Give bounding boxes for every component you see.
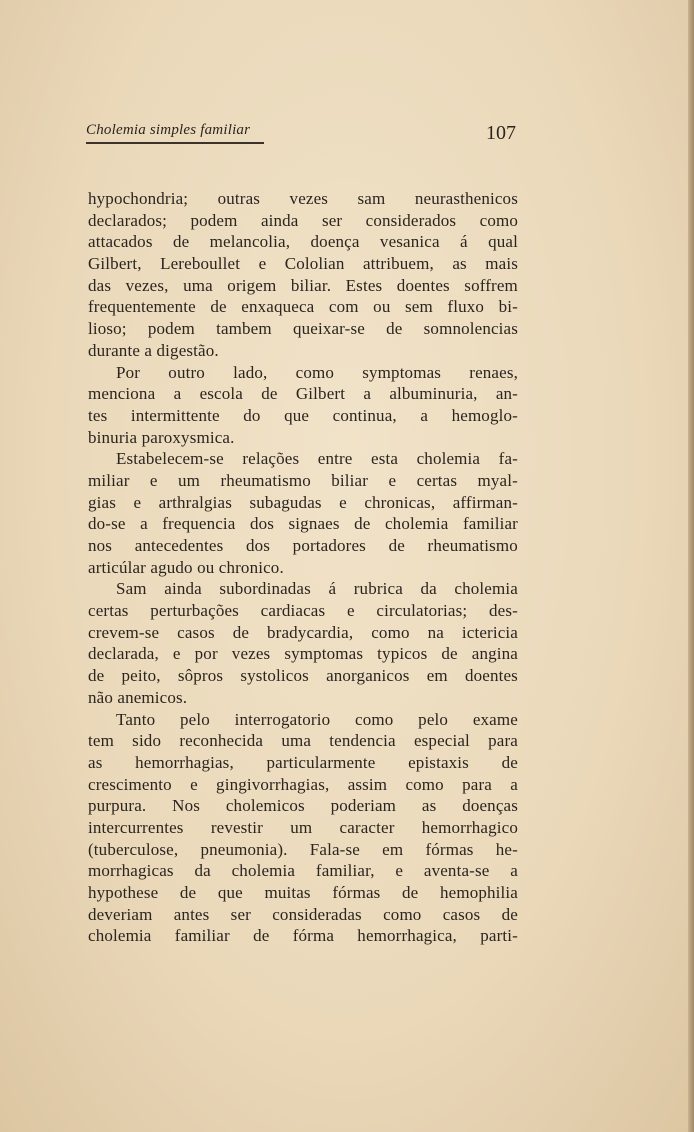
text-line: Sam ainda subordinadas á rubrica da cholemia xyxy=(116,579,518,599)
text-line: Estabelecem-se relações entre esta cholemia fa- xyxy=(116,449,518,469)
text-line: miliar e um rheumatismo biliar e certas myal- xyxy=(88,470,518,490)
text-line: durante a digestão. xyxy=(88,340,219,360)
text-line: declarados; podem ainda ser considerados como xyxy=(88,210,518,230)
text-line: cholemia familiar de fórma hemorrhagica, parti- xyxy=(88,926,518,946)
text-line: de peito, sôpros systolicos anorganicos em doentes xyxy=(88,666,518,686)
body-text xyxy=(88,188,518,947)
text-line: articúlar agudo ou chronico. xyxy=(88,557,284,577)
text-line: (tuberculose, pneumonia). Fala-se em fórmas he- xyxy=(88,839,518,859)
text-line: certas perturbações cardiacas e circulatorias; des- xyxy=(88,601,518,621)
text-line: frequentemente de enxaqueca com ou sem fluxo bi- xyxy=(88,297,518,317)
text-line: lioso; podem tambem queixar-se de somnolencias xyxy=(88,319,518,339)
text-line: Tanto pelo interrogatorio como pelo exame xyxy=(116,709,518,729)
text-line: Gilbert, Lereboullet e Cololian attribuem, as mais xyxy=(88,254,518,274)
text-line: declarada, e por vezes symptomas typicos de angina xyxy=(88,644,518,664)
text-line: Por outro lado, como symptomas renaes, xyxy=(116,362,518,382)
text-line: não anemicos. xyxy=(88,687,188,707)
page-edge xyxy=(688,0,694,1132)
text-line: attacados de melancolia, doença vesanica á qual xyxy=(88,232,518,252)
page-number: 107 xyxy=(486,122,516,144)
text-line: crescimento e gingivorrhagias, assim como para a xyxy=(88,774,518,794)
text-line: das vezes, uma origem biliar. Estes doentes soffrem xyxy=(88,275,518,295)
text-line: menciona a escola de Gilbert a albuminuria, an- xyxy=(88,384,518,404)
text-line: hypochondria; outras vezes sam neurasthenicos xyxy=(88,189,518,208)
text-line: intercurrentes revestir um caracter hemorrhagico xyxy=(88,817,518,837)
text-line: nos antecedentes dos portadores de rheumatismo xyxy=(88,536,518,555)
text-line: deveriam antes ser consideradas como casos de xyxy=(88,904,518,924)
text-line: morrhagicas da cholemia familiar, e aventa-se a xyxy=(88,861,518,881)
text-line: tes intermittente do que continua, a hemoglo- xyxy=(88,405,518,425)
text-line: do-se a frequencia dos signaes de cholemia familiar xyxy=(88,514,518,534)
text-line: tem sido reconhecida uma tendencia especial para xyxy=(88,731,518,751)
running-title: Cholemia simples familiar xyxy=(86,122,264,144)
text-line: gias e arthralgias subagudas e chronicas, affirman- xyxy=(88,492,518,512)
text-line: crevem-se casos de bradycardia, como na ictericia xyxy=(88,622,518,642)
text-line: as hemorrhagias, particularmente epistaxis de xyxy=(88,752,518,772)
text-line: purpura. Nos cholemicos poderiam as doenças xyxy=(88,796,518,816)
text-line: hypothese de que muitas fórmas de hemophilia xyxy=(88,883,518,902)
running-head xyxy=(86,122,516,152)
text-line: binuria paroxysmica. xyxy=(88,427,235,447)
